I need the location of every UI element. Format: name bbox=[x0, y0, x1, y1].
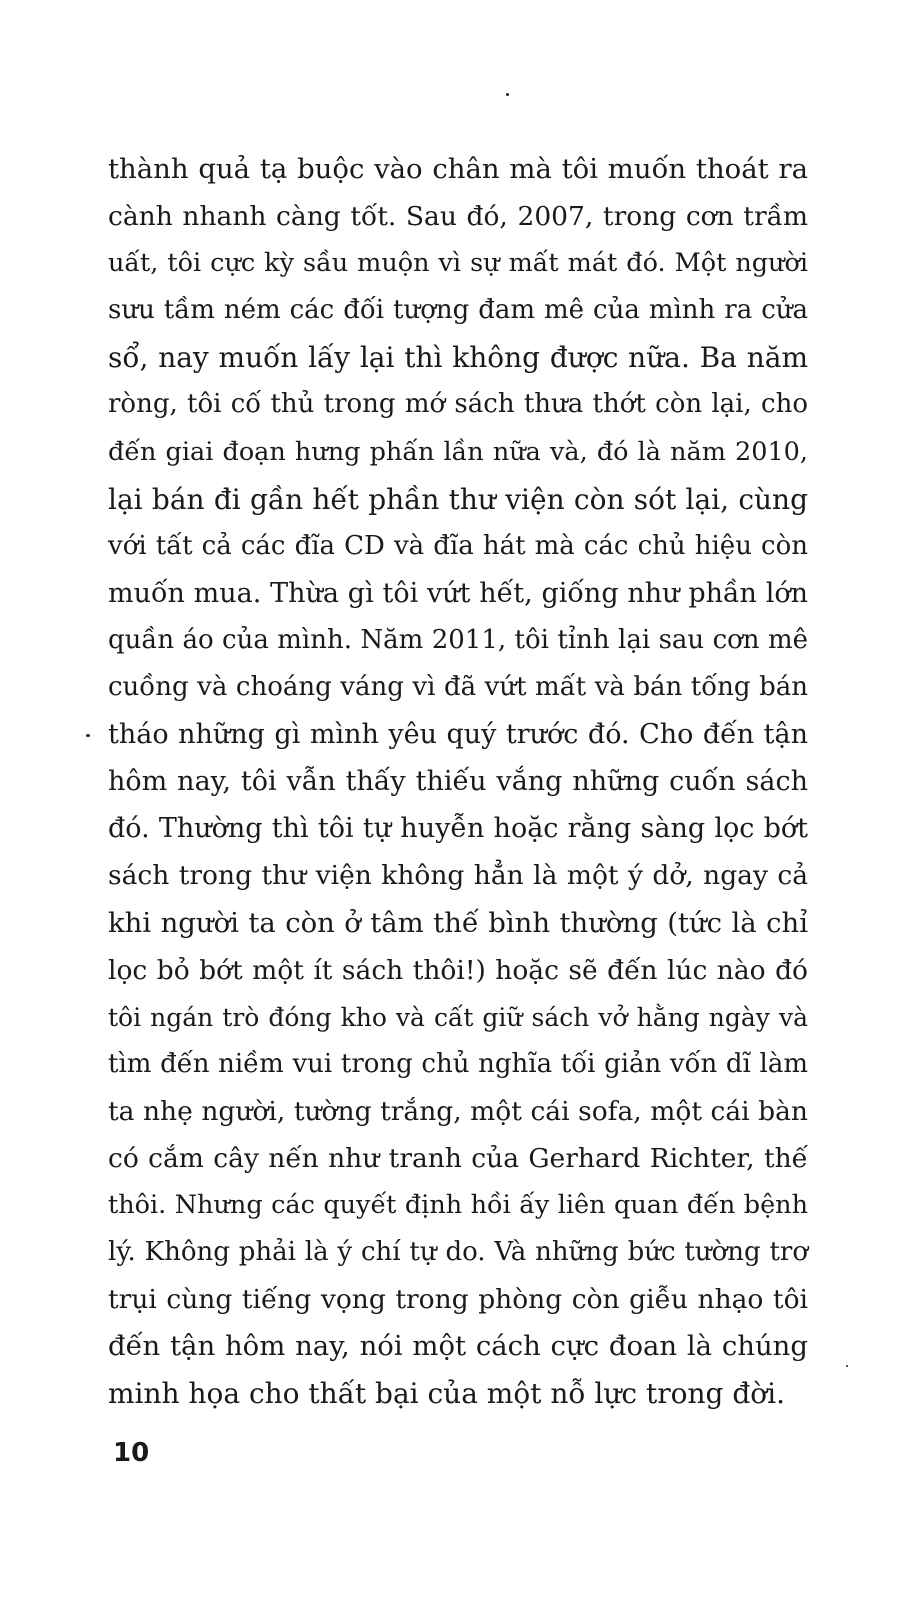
text-line: với tất cả các đĩa CD và đĩa hát mà các chủ hiệu còn bbox=[108, 530, 808, 561]
text-line: lọc bỏ bớt một ít sách thôi!) hoặc sẽ đến lúc nào đó bbox=[108, 954, 808, 986]
body-paragraph bbox=[108, 146, 808, 1418]
text-line: minh họa cho thất bại của một nỗ lực trong đời. bbox=[108, 1377, 785, 1411]
text-line: uất, tôi cực kỳ sầu muộn vì sự mất mát đó. Một người bbox=[108, 248, 808, 279]
print-speck bbox=[846, 1365, 848, 1367]
text-line: tháo những gì mình yêu quý trước đó. Cho đến tận bbox=[108, 719, 808, 751]
text-line: muốn mua. Thừa gì tôi vứt hết, giống như phần lớn bbox=[108, 577, 808, 609]
text-line: lại bán đi gần hết phần thư viện còn sót lại, cùng bbox=[108, 482, 808, 516]
text-line: cành nhanh càng tốt. Sau đó, 2007, trong cơn trầm bbox=[108, 201, 808, 233]
text-line: cuồng và choáng váng vì đã vứt mất và bán tống bán bbox=[108, 672, 808, 703]
text-line: sổ, nay muốn lấy lại thì không được nữa. Ba năm bbox=[108, 341, 808, 375]
page-number: 10 bbox=[113, 1438, 150, 1468]
text-line: sách trong thư viện không hẳn là một ý dở, ngay cả bbox=[108, 860, 808, 892]
text-line: đến giai đoạn hưng phấn lần nữa và, đó là năm 2010, bbox=[108, 436, 808, 467]
text-line: sưu tầm ném các đối tượng đam mê của mình ra cửa bbox=[108, 295, 808, 326]
text-line: lý. Không phải là ý chí tự do. Và những bức tường trơ bbox=[108, 1237, 808, 1268]
text-line: có cắm cây nến như tranh của Gerhard Richter, thế bbox=[108, 1142, 808, 1174]
print-speck bbox=[506, 93, 509, 96]
print-speck bbox=[86, 734, 90, 737]
text-line: thôi. Nhưng các quyết định hồi ấy liên quan đến bệnh bbox=[108, 1190, 808, 1221]
text-line: khi người ta còn ở tâm thế bình thường (tức là chỉ bbox=[108, 906, 808, 939]
text-line: quần áo của mình. Năm 2011, tôi tỉnh lại sau cơn mê bbox=[108, 624, 808, 655]
text-line: tôi ngán trò đóng kho và cất giữ sách vở hằng ngày và bbox=[108, 1002, 808, 1032]
text-line: thành quả tạ buộc vào chân mà tôi muốn thoát ra bbox=[108, 153, 808, 185]
text-line: tìm đến niềm vui trong chủ nghĩa tối giản vốn dĩ làm bbox=[108, 1048, 808, 1079]
text-line: đó. Thường thì tôi tự huyễn hoặc rằng sàng lọc bớt bbox=[108, 813, 808, 845]
text-line: đến tận hôm nay, nói một cách cực đoan là chúng bbox=[108, 1330, 808, 1363]
text-line: ròng, tôi cố thủ trong mớ sách thưa thớt còn lại, cho bbox=[108, 389, 808, 420]
text-line: hôm nay, tôi vẫn thấy thiếu vắng những cuốn sách bbox=[108, 766, 808, 798]
text-line: trụi cùng tiếng vọng trong phòng còn giễu nhạo tôi bbox=[108, 1284, 808, 1316]
text-line: ta nhẹ người, tường trắng, một cái sofa, một cái bàn bbox=[108, 1095, 808, 1127]
